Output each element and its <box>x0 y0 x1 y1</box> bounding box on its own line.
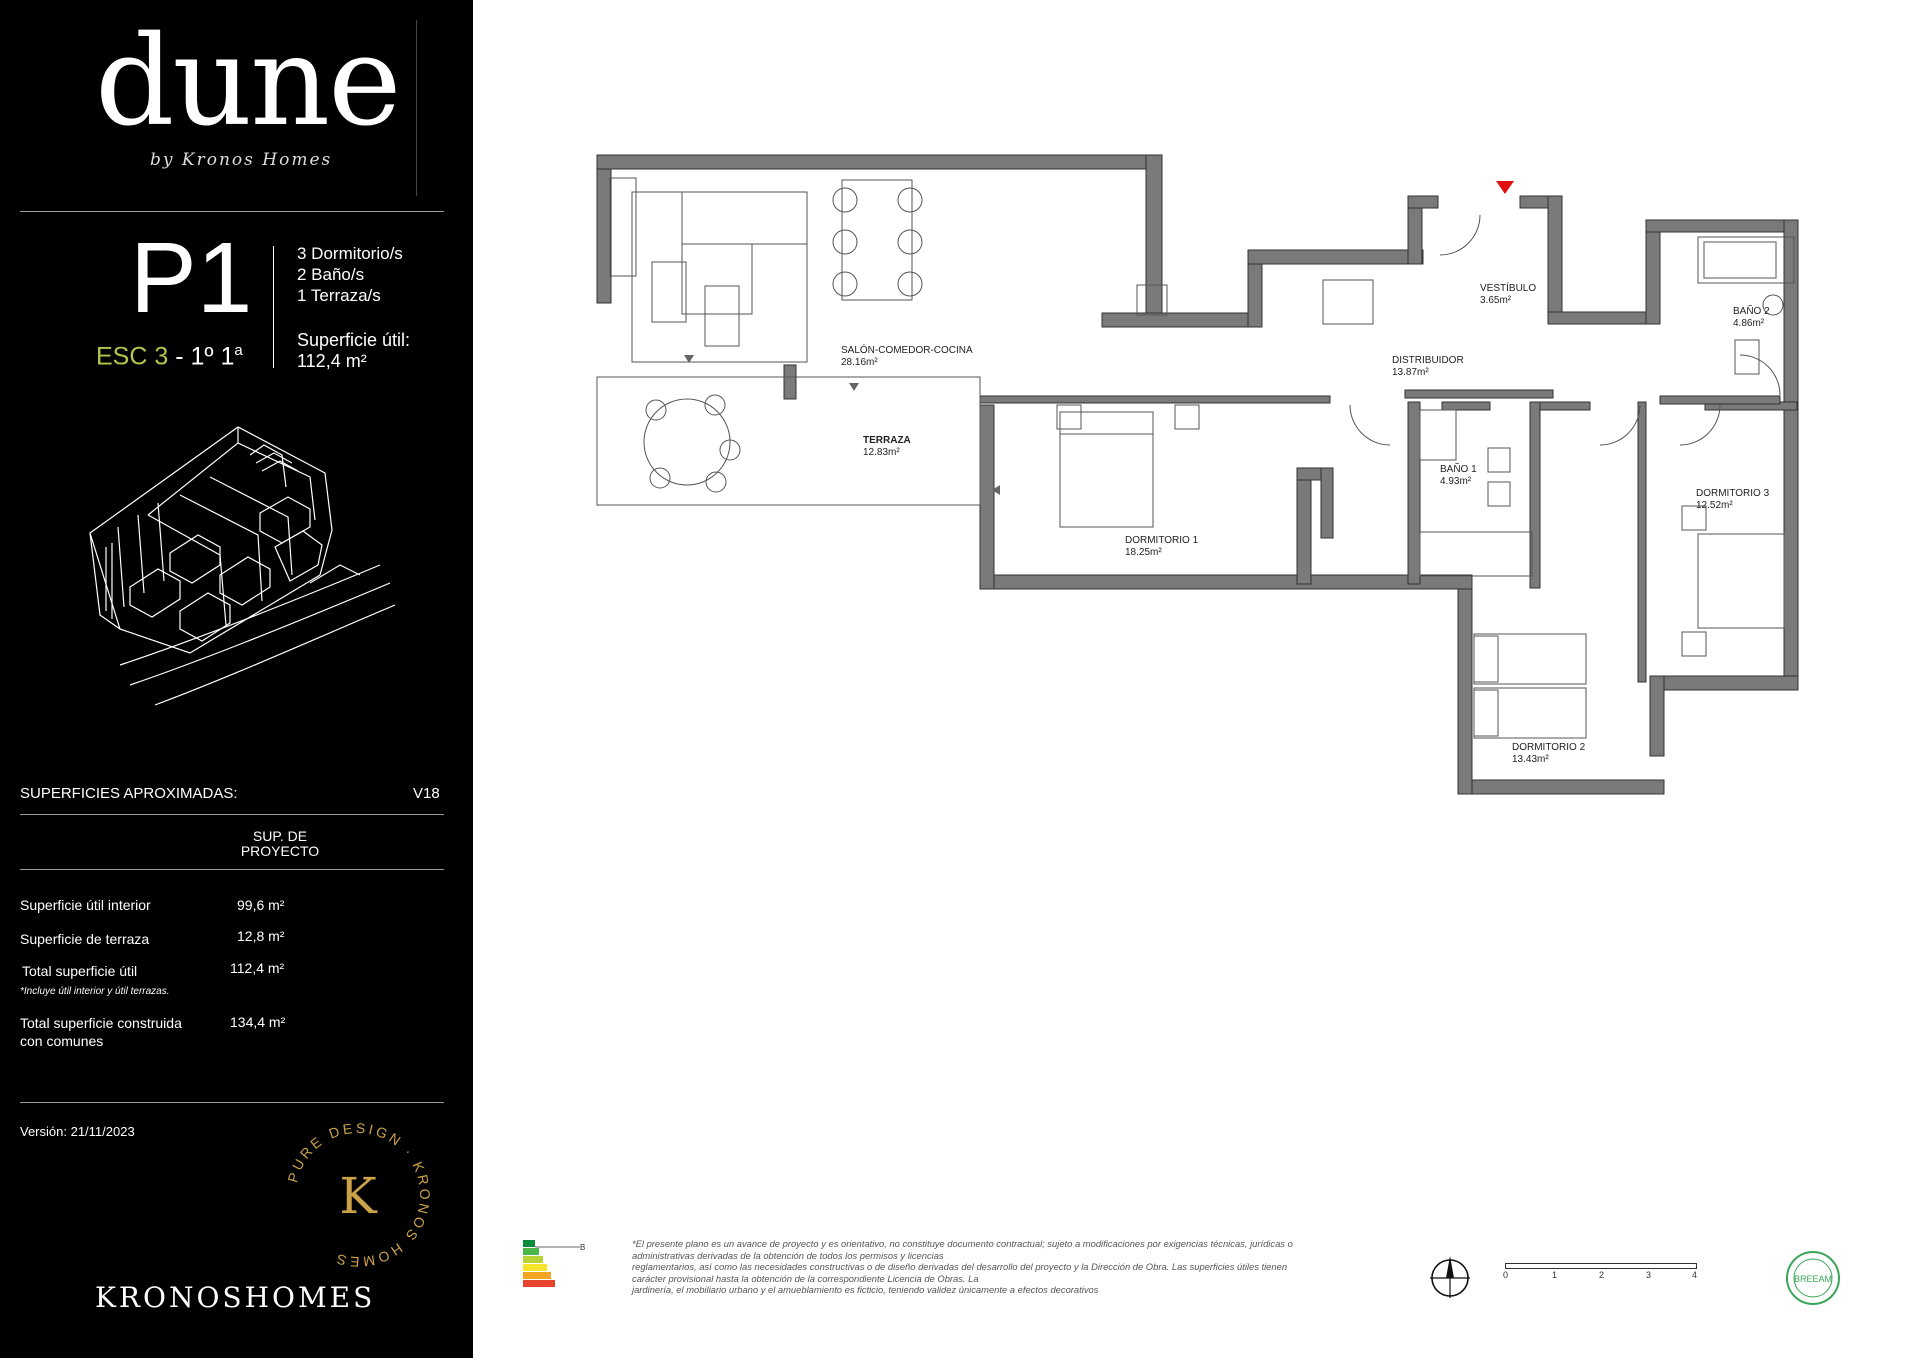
useful-area-label: Superficie útil: <box>297 330 411 350</box>
energy-label: B <box>580 1243 586 1252</box>
surfaces-note: *Incluye útil interior y útil terrazas. <box>20 986 170 997</box>
room-area: 3.65m² <box>1480 295 1512 306</box>
floor-plan <box>590 150 1850 805</box>
room-area: 4.86m² <box>1733 318 1765 329</box>
seal-text: PURE DESIGN · KRONOS HOMES <box>284 1119 434 1271</box>
room-name: BAÑO 1 <box>1440 464 1477 475</box>
divider <box>20 814 444 815</box>
room-name: VESTÍBULO <box>1480 283 1537 294</box>
row-label: Superficie de terraza <box>20 931 150 947</box>
row-value: 112,4 m² <box>230 960 285 976</box>
scale-bar: 0 1 2 3 4 <box>1505 1263 1695 1275</box>
room-name: SALÓN-COMEDOR-COCINA <box>841 345 973 356</box>
room-area: 4.93m² <box>1440 476 1472 487</box>
breeam-certification-logo <box>1780 1250 1846 1306</box>
room-name: DORMITORIO 2 <box>1512 742 1586 753</box>
surfaces-version: V18 <box>413 785 440 802</box>
unit-location <box>96 342 243 371</box>
room-area: 28.16m² <box>841 357 878 368</box>
byline-logo: by Kronos Homes <box>150 150 333 170</box>
row-label: Superficie útil interior <box>20 897 151 913</box>
dune-logo: dune <box>95 10 400 154</box>
feature-terraces: 1 Terraza/s <box>297 286 381 305</box>
divider <box>20 869 444 870</box>
room-area: 18.25m² <box>1125 547 1162 558</box>
row-value: 99,6 m² <box>237 897 285 913</box>
disclaimer: *El presente plano es un avance de proyecto y es orientativo, no constituye documento contractual; sujeto a modificaciones por exigencias técnicas, jurídicas o administrativas derivadas de la obtención de todos los permisos y licencias reglamentarios, así como las necesidades constructivas o de diseño derivadas del desarrollo del proyecto y la Dirección de Obra. Las superficies útiles tienen carácter provisional hasta la obtención de la correspondiente Licencia de Obras. La jardinería, el mobiliario urbano y el amueblamiento es ficticio, teniendo validez únicamente a efectos decorativos <box>632 1238 1293 1296</box>
column-header: SUP. DE PROYECTO <box>240 828 320 859</box>
seal-letter: K <box>339 1167 377 1225</box>
row-value: 12,8 m² <box>237 928 285 944</box>
row-value: 134,4 m² <box>230 1014 286 1030</box>
version-date: Versión: 21/11/2023 <box>20 1124 135 1139</box>
entry-arrow <box>1496 181 1514 194</box>
room-name: DORMITORIO 1 <box>1125 535 1199 546</box>
energy-rating-chart <box>520 1238 590 1294</box>
floor: - 1º 1 <box>168 342 235 371</box>
room-name: BAÑO 2 <box>1733 306 1770 317</box>
room-name: DISTRIBUIDOR <box>1392 355 1464 366</box>
useful-area-value: 112,4 m² <box>297 351 367 371</box>
room-area: 12.83m² <box>863 447 900 458</box>
view-marker <box>849 383 859 391</box>
staircase: ESC 3 <box>96 342 169 371</box>
surfaces-title: SUPERFICIES APROXIMADAS: <box>20 785 238 802</box>
north-compass-icon <box>1428 1254 1472 1298</box>
divider <box>20 211 444 212</box>
room-name: TERRAZA <box>863 435 911 446</box>
feature-bedrooms: 3 Dormitorio/s <box>297 244 403 263</box>
divider <box>416 20 417 196</box>
kronos-seal-logo <box>278 1115 438 1275</box>
floor-suffix: a <box>234 342 243 359</box>
room-area: 13.43m² <box>1512 754 1549 765</box>
room-name: DORMITORIO 3 <box>1696 488 1770 499</box>
unit-code: P1 <box>130 222 253 334</box>
row-label: Total superficie construida con comunes <box>20 1015 182 1049</box>
floor-plan-drawing <box>590 150 1850 800</box>
divider <box>273 246 274 368</box>
row-label: Total superficie útil <box>22 963 138 979</box>
kronos-homes-logo: KRONOSHOMES <box>95 1281 376 1314</box>
divider <box>20 1102 444 1103</box>
breeam-label: BREEAM <box>1793 1274 1833 1284</box>
info-sidebar <box>0 0 473 1358</box>
building-isometric-drawing <box>60 415 430 735</box>
feature-bathrooms: 2 Baño/s <box>297 265 365 284</box>
room-area: 13.87m² <box>1392 367 1429 378</box>
room-area: 12.52m² <box>1696 500 1733 511</box>
